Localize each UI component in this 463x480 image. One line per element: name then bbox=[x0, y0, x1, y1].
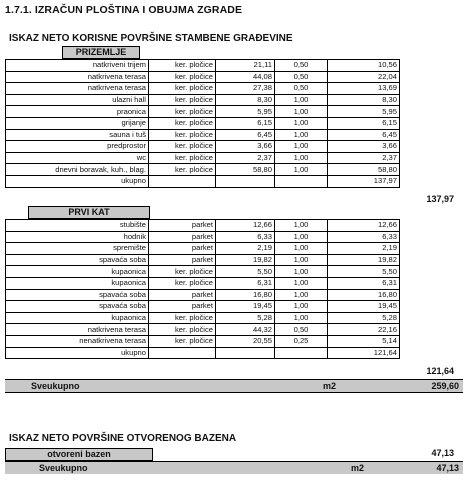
table-row bbox=[6, 152, 400, 164]
table-row bbox=[6, 141, 400, 153]
net-area-cell: 16,80 bbox=[328, 289, 400, 301]
ground-floor-table bbox=[5, 59, 400, 188]
floor-material-cell bbox=[149, 347, 216, 359]
floor-material-cell: ker. pločice bbox=[149, 312, 216, 324]
area-cell: 6,33 bbox=[216, 231, 275, 243]
coefficient-cell: 1,00 bbox=[275, 220, 328, 232]
net-area-cell: 8,30 bbox=[328, 94, 400, 106]
coefficient-cell: 1,00 bbox=[275, 106, 328, 118]
area-cell: 6,31 bbox=[216, 277, 275, 289]
floor-material-cell: ker. pločice bbox=[149, 277, 216, 289]
floor-material-cell: ker. pločice bbox=[149, 83, 216, 95]
area-cell: 3,66 bbox=[216, 141, 275, 153]
floor-material-cell: ker. pločice bbox=[149, 335, 216, 347]
area-cell: 5,50 bbox=[216, 266, 275, 278]
pool-section-title: ISKAZ NETO POVRŠINE OTVORENOG BAZENA bbox=[9, 433, 237, 444]
floor-material-cell: ker. pločice bbox=[149, 60, 216, 72]
first-floor-header: PRVI KAT bbox=[28, 206, 150, 219]
table-row bbox=[6, 243, 400, 255]
table-row bbox=[6, 347, 400, 359]
coefficient-cell: 1,00 bbox=[275, 94, 328, 106]
table-row bbox=[6, 94, 400, 106]
net-area-cell: 5,95 bbox=[328, 106, 400, 118]
coefficient-cell: 1,00 bbox=[275, 117, 328, 129]
area-cell: 19,82 bbox=[216, 254, 275, 266]
floor-material-cell: parket bbox=[149, 220, 216, 232]
net-area-cell: 22,04 bbox=[328, 71, 400, 83]
net-area-cell: 58,80 bbox=[328, 164, 400, 176]
net-area-cell: 5,28 bbox=[328, 312, 400, 324]
table-row bbox=[6, 71, 400, 83]
floor-material-cell: ker. pločice bbox=[149, 129, 216, 141]
grand-total-value: 259,60 bbox=[431, 381, 459, 391]
net-area-cell: 137,97 bbox=[328, 175, 400, 187]
room-name-cell: grijanje bbox=[6, 117, 149, 129]
room-name-cell: kupaonica bbox=[6, 266, 149, 278]
room-name-cell: spavaća soba bbox=[6, 254, 149, 266]
area-cell: 44,08 bbox=[216, 71, 275, 83]
net-area-cell: 6,33 bbox=[328, 231, 400, 243]
floor-material-cell: ker. pločice bbox=[149, 94, 216, 106]
table-row bbox=[6, 129, 400, 141]
net-area-cell: 6,15 bbox=[328, 117, 400, 129]
coefficient-cell: 1,00 bbox=[275, 164, 328, 176]
coefficient-cell: 1,00 bbox=[275, 129, 328, 141]
table-row bbox=[6, 117, 400, 129]
coefficient-cell: 0,50 bbox=[275, 324, 328, 336]
table-row bbox=[6, 266, 400, 278]
floor-material-cell: ker. pločice bbox=[149, 164, 216, 176]
area-cell: 2,19 bbox=[216, 243, 275, 255]
room-name-cell: predprostor bbox=[6, 141, 149, 153]
net-area-cell: 5,50 bbox=[328, 266, 400, 278]
room-name-cell: kupaonica bbox=[6, 277, 149, 289]
net-area-cell: 3,66 bbox=[328, 141, 400, 153]
floor-material-cell: ker. pločice bbox=[149, 324, 216, 336]
room-name-cell: spavaća soba bbox=[6, 289, 149, 301]
floor-material-cell bbox=[149, 175, 216, 187]
coefficient-cell: 1,00 bbox=[275, 277, 328, 289]
floor-material-cell: parket bbox=[149, 301, 216, 313]
room-name-cell: natkrivena terasa bbox=[6, 71, 149, 83]
coefficient-cell: 1,00 bbox=[275, 152, 328, 164]
room-name-cell: sauna i tuš bbox=[6, 129, 149, 141]
room-name-cell: stubište bbox=[6, 220, 149, 232]
table-row bbox=[6, 289, 400, 301]
floor-material-cell: ker. pločice bbox=[149, 106, 216, 118]
document-title: 1.7.1. IZRAČUN PLOŠTINA I OBUJMA ZGRADE bbox=[5, 4, 243, 16]
net-area-cell: 19,82 bbox=[328, 254, 400, 266]
table-row bbox=[6, 220, 400, 232]
coefficient-cell: 0,50 bbox=[275, 71, 328, 83]
net-area-cell: 19,45 bbox=[328, 301, 400, 313]
room-name-cell: ukupno bbox=[6, 175, 149, 187]
table-row bbox=[6, 301, 400, 313]
floor-material-cell: ker. pločice bbox=[149, 266, 216, 278]
area-cell: 8,30 bbox=[216, 94, 275, 106]
floor-material-cell: ker. pločice bbox=[149, 141, 216, 153]
room-name-cell: spavaća soba bbox=[6, 301, 149, 313]
coefficient-cell: 1,00 bbox=[275, 243, 328, 255]
area-cell: 20,55 bbox=[216, 335, 275, 347]
coefficient-cell bbox=[275, 347, 328, 359]
room-name-cell: spremište bbox=[6, 243, 149, 255]
coefficient-cell bbox=[275, 175, 328, 187]
net-area-cell: 13,69 bbox=[328, 83, 400, 95]
pool-item-value: 47,13 bbox=[431, 448, 454, 458]
grand-total-unit: m2 bbox=[323, 381, 337, 391]
coefficient-cell: 1,00 bbox=[275, 312, 328, 324]
net-area-cell: 6,31 bbox=[328, 277, 400, 289]
room-name-cell: ukupno bbox=[6, 347, 149, 359]
ground-floor-header: PRIZEMLJE bbox=[62, 46, 140, 59]
first-floor-total: 121,64 bbox=[426, 366, 454, 376]
area-cell: 6,15 bbox=[216, 117, 275, 129]
pool-total-unit: m2 bbox=[351, 463, 365, 473]
area-cell: 6,45 bbox=[216, 129, 275, 141]
floor-material-cell: parket bbox=[149, 243, 216, 255]
table-row bbox=[6, 254, 400, 266]
area-cell: 5,95 bbox=[216, 106, 275, 118]
table-row bbox=[6, 231, 400, 243]
section-subtitle: ISKAZ NETO KORISNE POVRŠINE STAMBENE GRAĐEVINE bbox=[9, 33, 293, 44]
room-name-cell: natkriveni trijem bbox=[6, 60, 149, 72]
pool-total-value: 47,13 bbox=[436, 463, 459, 473]
net-area-cell: 5,14 bbox=[328, 335, 400, 347]
room-name-cell: wc bbox=[6, 152, 149, 164]
area-cell: 2,37 bbox=[216, 152, 275, 164]
net-area-cell: 121,64 bbox=[328, 347, 400, 359]
ground-floor-total: 137,97 bbox=[426, 194, 454, 204]
floor-material-cell: ker. pločice bbox=[149, 71, 216, 83]
room-name-cell: praonica bbox=[6, 106, 149, 118]
coefficient-cell: 0,50 bbox=[275, 60, 328, 72]
coefficient-cell: 1,00 bbox=[275, 289, 328, 301]
table-row bbox=[6, 277, 400, 289]
area-cell: 21,11 bbox=[216, 60, 275, 72]
net-area-cell: 6,45 bbox=[328, 129, 400, 141]
coefficient-cell: 1,00 bbox=[275, 231, 328, 243]
room-name-cell: kupaonica bbox=[6, 312, 149, 324]
coefficient-cell: 0,25 bbox=[275, 335, 328, 347]
net-area-cell: 22,16 bbox=[328, 324, 400, 336]
area-cell bbox=[216, 347, 275, 359]
first-floor-table bbox=[5, 219, 400, 359]
pool-total-label: Sveukupno bbox=[39, 463, 88, 473]
table-row bbox=[6, 106, 400, 118]
room-name-cell: nenatkrivena terasa bbox=[6, 335, 149, 347]
area-cell: 58,80 bbox=[216, 164, 275, 176]
room-name-cell: ulazni hall bbox=[6, 94, 149, 106]
net-area-cell: 2,37 bbox=[328, 152, 400, 164]
room-name-cell: natkrivena terasa bbox=[6, 83, 149, 95]
floor-material-cell: parket bbox=[149, 231, 216, 243]
room-name-cell: natkrivena terasa bbox=[6, 324, 149, 336]
table-row bbox=[6, 60, 400, 72]
net-area-cell: 12,66 bbox=[328, 220, 400, 232]
table-row bbox=[6, 335, 400, 347]
floor-material-cell: parket bbox=[149, 254, 216, 266]
coefficient-cell: 1,00 bbox=[275, 254, 328, 266]
floor-material-cell: ker. pločice bbox=[149, 152, 216, 164]
table-row bbox=[6, 83, 400, 95]
coefficient-cell: 1,00 bbox=[275, 141, 328, 153]
grand-total-row bbox=[5, 379, 463, 393]
area-cell: 16,80 bbox=[216, 289, 275, 301]
area-cell bbox=[216, 175, 275, 187]
area-cell: 19,45 bbox=[216, 301, 275, 313]
table-row bbox=[6, 324, 400, 336]
area-cell: 5,28 bbox=[216, 312, 275, 324]
coefficient-cell: 0,50 bbox=[275, 83, 328, 95]
table-row bbox=[6, 175, 400, 187]
grand-total-label: Sveukupno bbox=[31, 381, 80, 391]
room-name-cell: dnevni boravak, kuh., blag. bbox=[6, 164, 149, 176]
floor-material-cell: parket bbox=[149, 289, 216, 301]
table-row bbox=[6, 164, 400, 176]
area-cell: 44,32 bbox=[216, 324, 275, 336]
net-area-cell: 2,19 bbox=[328, 243, 400, 255]
area-cell: 12,66 bbox=[216, 220, 275, 232]
net-area-cell: 10,56 bbox=[328, 60, 400, 72]
room-name-cell: hodnik bbox=[6, 231, 149, 243]
floor-material-cell: ker. pločice bbox=[149, 117, 216, 129]
area-cell: 27,38 bbox=[216, 83, 275, 95]
coefficient-cell: 1,00 bbox=[275, 301, 328, 313]
pool-total-row bbox=[5, 461, 463, 474]
coefficient-cell: 1,00 bbox=[275, 266, 328, 278]
table-row bbox=[6, 312, 400, 324]
pool-item-label: otvoreni bazen bbox=[5, 448, 153, 461]
